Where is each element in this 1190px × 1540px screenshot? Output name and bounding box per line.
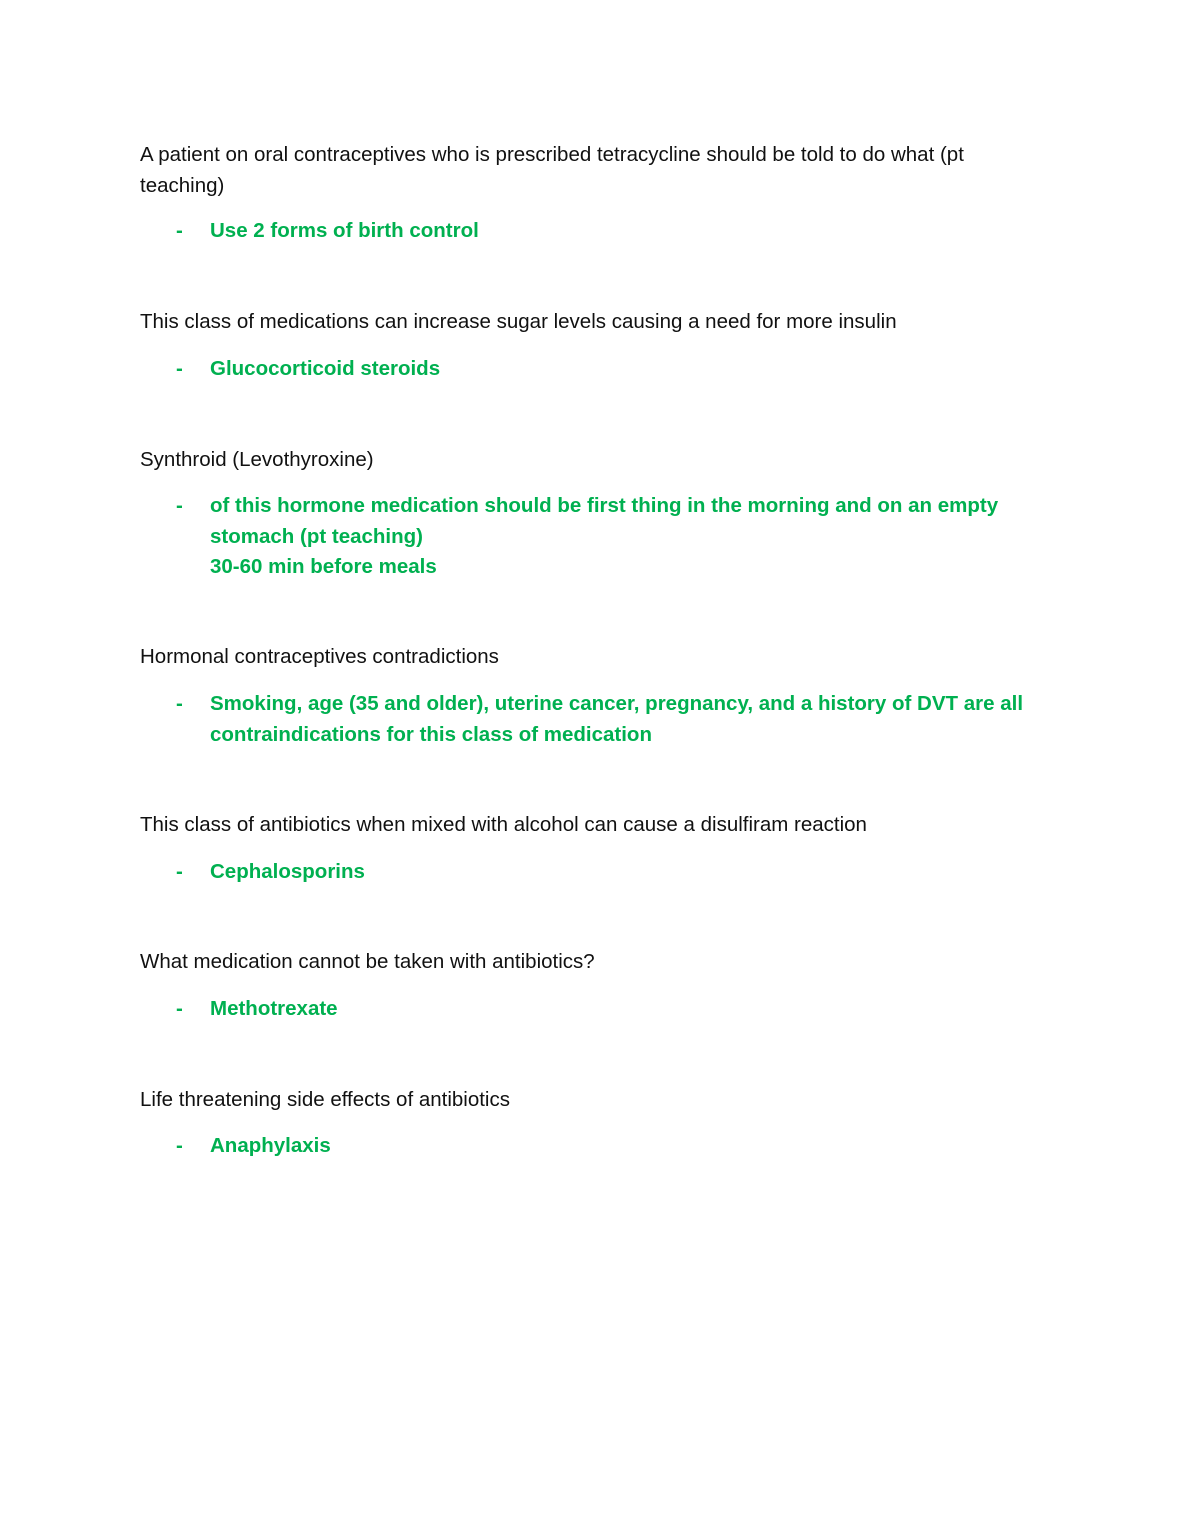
answer-text: Use 2 forms of birth control (210, 219, 479, 242)
answer-text: 30-60 min before meals (210, 555, 437, 578)
answer-text: Methotrexate (210, 997, 338, 1020)
question: Life threatening side effects of antibiotics (140, 1088, 510, 1111)
answer (140, 994, 1070, 1025)
bullet-dash: - (176, 997, 183, 1020)
bullet-dash: - (176, 692, 183, 715)
question: This class of antibiotics when mixed with alcohol can cause a disulfiram reaction (140, 813, 867, 836)
question: This class of medications can increase sugar levels causing a need for more insulin (140, 310, 897, 333)
question: What medication cannot be taken with antibiotics? (140, 950, 595, 973)
question: A patient on oral contraceptives who is prescribed tetracycline should be told to do what (pt teaching) (140, 143, 964, 197)
question: Synthroid (Levothyroxine) (140, 448, 374, 471)
bullet-dash: - (176, 1134, 183, 1157)
answer (140, 689, 1070, 750)
bullet-dash: - (176, 357, 183, 380)
bullet-dash: - (176, 860, 183, 883)
answer-text: Glucocorticoid steroids (210, 357, 441, 380)
answer (140, 857, 1070, 888)
bullet-dash: - (176, 494, 183, 517)
answer-text: Smoking, age (35 and older), uterine cancer, pregnancy, and a history of DVT are all contraindications for this class of medication (210, 692, 1024, 746)
answer (140, 216, 1070, 247)
question: Hormonal contraceptives contradictions (140, 645, 499, 668)
answer (140, 1131, 1070, 1162)
answer (140, 354, 1070, 385)
answer-text: Cephalosporins (210, 860, 365, 883)
answer-text: of this hormone medication should be first thing in the morning and on an empty stomach (pt teaching) (210, 494, 999, 548)
answer-text: Anaphylaxis (210, 1134, 331, 1157)
bullet-dash: - (176, 219, 183, 242)
answer (140, 491, 1070, 583)
